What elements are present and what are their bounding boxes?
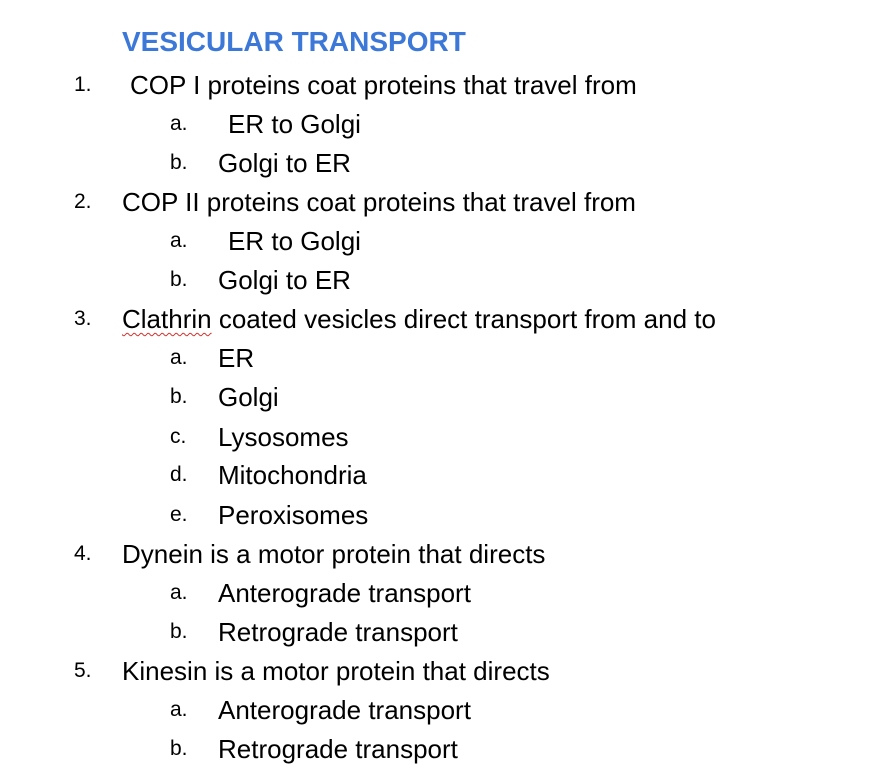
sub-marker: c. <box>170 425 187 448</box>
list-item-text: COP I proteins coat proteins that travel from <box>130 70 637 100</box>
sub-item-text: Golgi <box>218 382 279 412</box>
sub-item-text: ER to Golgi <box>228 226 361 256</box>
sub-item-text: Anterograde transport <box>218 578 471 608</box>
sub-marker: b. <box>170 737 188 760</box>
list-item-text-rest: coated vesicles direct transport from and to <box>211 304 716 334</box>
sub-marker: d. <box>170 463 188 486</box>
sub-item-text: ER to Golgi <box>228 109 361 139</box>
list-item-text <box>122 300 716 338</box>
sub-marker: b. <box>170 620 188 643</box>
sub-marker: b. <box>170 268 188 291</box>
sub-item-text: Anterograde transport <box>218 695 471 725</box>
sub-item-text: Retrograde transport <box>218 734 458 764</box>
document-title: VESICULAR TRANSPORT <box>122 26 466 57</box>
sub-marker: a. <box>170 581 188 604</box>
list-marker: 4. <box>74 542 92 565</box>
sub-item-text: ER <box>218 343 255 373</box>
sub-marker: e. <box>170 503 188 526</box>
sub-marker: a. <box>170 112 188 135</box>
list-item-text: Kinesin is a motor protein that directs <box>122 656 550 686</box>
sub-marker: a. <box>170 698 188 721</box>
list-marker: 1. <box>74 73 92 96</box>
sub-marker: b. <box>170 151 188 174</box>
sub-marker: b. <box>170 385 188 408</box>
sub-marker: a. <box>170 229 188 252</box>
sub-item-text: Peroxisomes <box>218 500 369 530</box>
sub-item-text: Golgi to ER <box>218 265 351 295</box>
list-marker: 5. <box>74 659 92 682</box>
sub-item-text: Mitochondria <box>218 460 367 490</box>
list-marker: 2. <box>74 190 92 213</box>
sub-item-text: Retrograde transport <box>218 617 458 647</box>
list-item-text: COP II proteins coat proteins that travel from <box>122 187 636 217</box>
sub-marker: a. <box>170 346 188 369</box>
list-marker: 3. <box>74 307 92 330</box>
sub-item-text: Golgi to ER <box>218 148 351 178</box>
spellcheck-flagged-word[interactable]: Clathrin <box>122 304 212 334</box>
sub-item-text: Lysosomes <box>218 422 349 452</box>
list-item-text: Dynein is a motor protein that directs <box>122 539 546 569</box>
